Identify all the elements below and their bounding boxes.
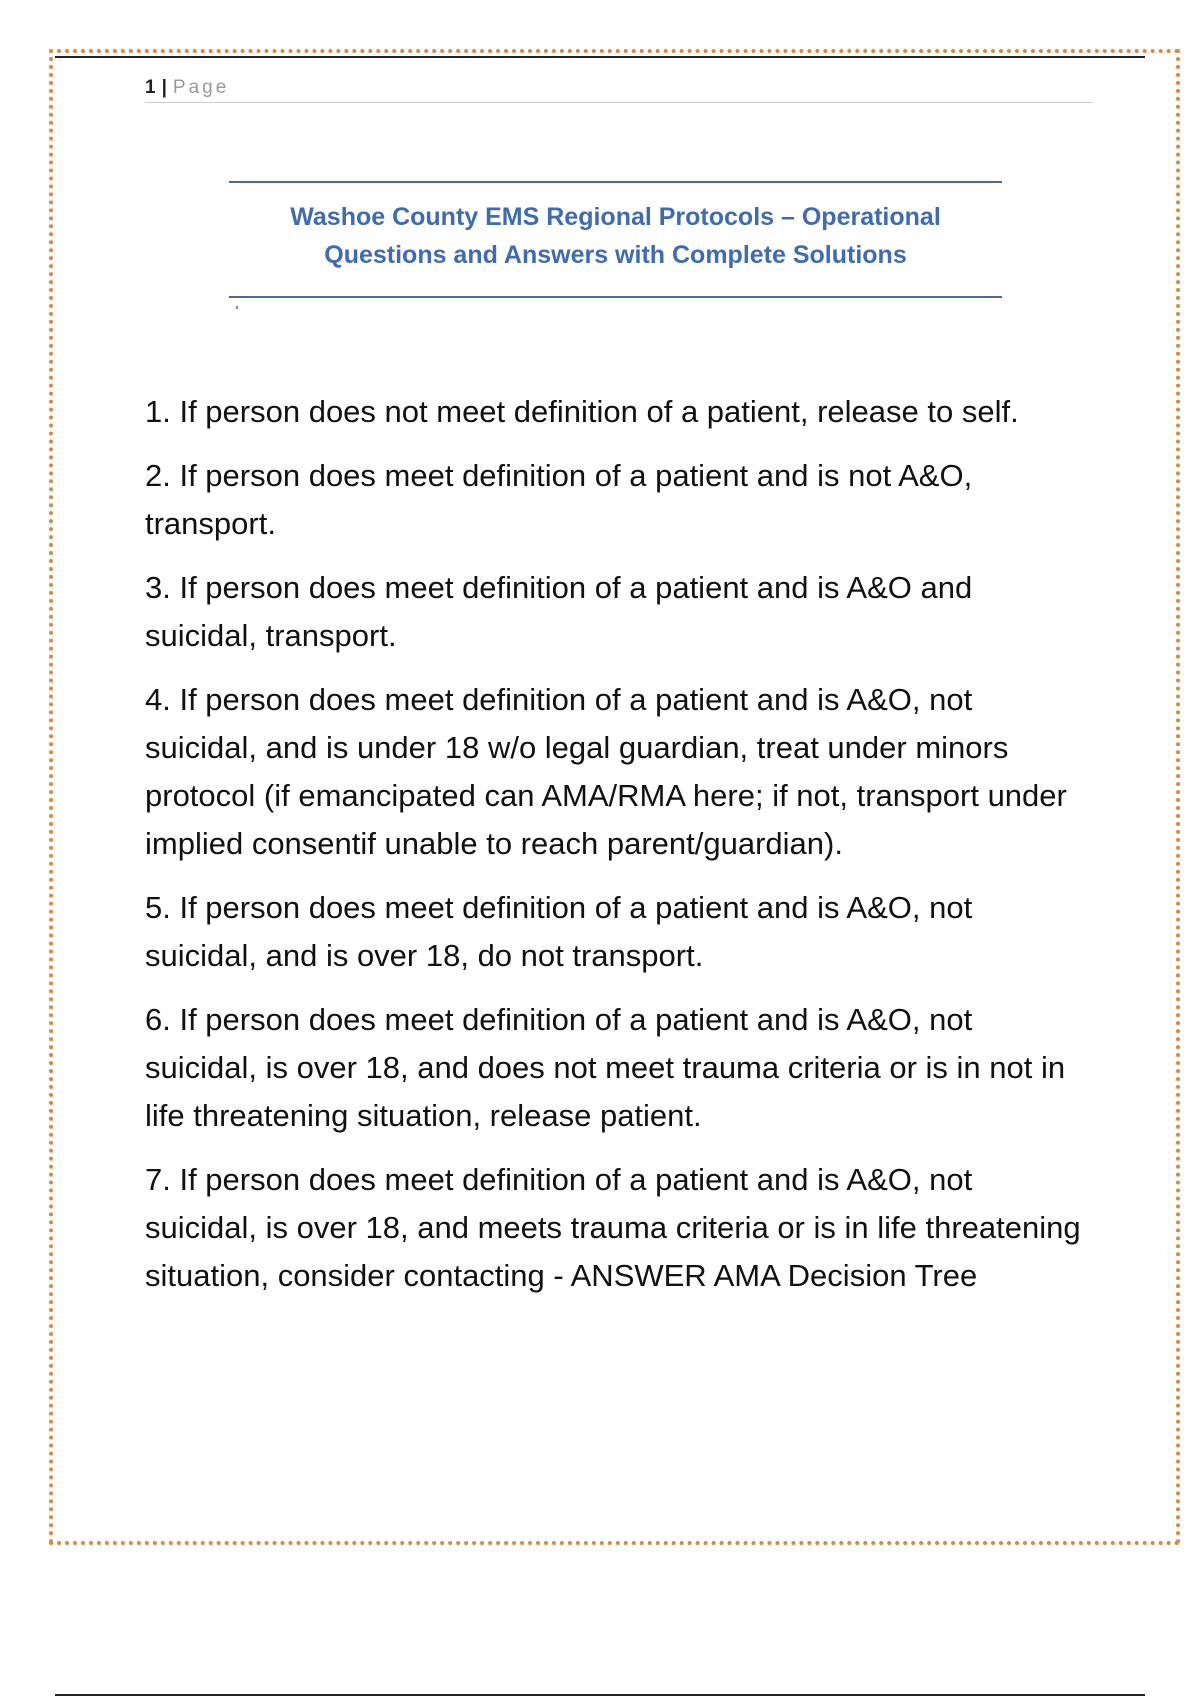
- answer-item-1: 1. If person does not meet definition of a patient, release to self.: [145, 394, 1019, 429]
- title-rule-top: [229, 181, 1002, 183]
- answer-item-3: 3. If person does meet definition of a patient and is A&O and suicidal, transport.: [145, 570, 973, 653]
- answer-item-2: 2. If person does meet definition of a patient and is not A&O, transport.: [145, 458, 973, 541]
- page-header: [145, 74, 1093, 103]
- page-separator: |: [161, 77, 167, 98]
- title-line-2: Questions and Answers with Complete Solutions: [324, 241, 907, 269]
- title-rule-bottom: [229, 296, 1002, 298]
- small-mark: [236, 306, 238, 309]
- document-title: [229, 198, 1002, 274]
- page-label: Page: [172, 77, 230, 98]
- bottom-rule: [55, 1694, 1145, 1696]
- answer-list: [145, 388, 1085, 1300]
- answer-item-5: 5. If person does meet definition of a patient and is A&O, not suicidal, and is over 18, do not transport.: [145, 890, 973, 973]
- page-number: 1: [145, 77, 156, 98]
- answer-item-4: 4. If person does meet definition of a patient and is A&O, not suicidal, and is under 18 w/o legal guardian, treat under minors protocol (if emancipated can AMA/RMA here; if not, transport under implied consentif unable to reach parent/guardian).: [145, 682, 1067, 861]
- answer-item-6: 6. If person does meet definition of a patient and is A&O, not suicidal, is over 18, and does not meet trauma criteria or is in not in life threatening situation, release patient.: [145, 1002, 1066, 1133]
- answer-item-7: 7. If person does meet definition of a patient and is A&O, not suicidal, is over 18, and meets trauma criteria or is in life threatening situation, consider contacting - ANSWER AMA Decision Tree: [145, 1162, 1081, 1293]
- title-line-1: Washoe County EMS Regional Protocols – Operational: [290, 203, 941, 231]
- top-rule: [55, 56, 1145, 58]
